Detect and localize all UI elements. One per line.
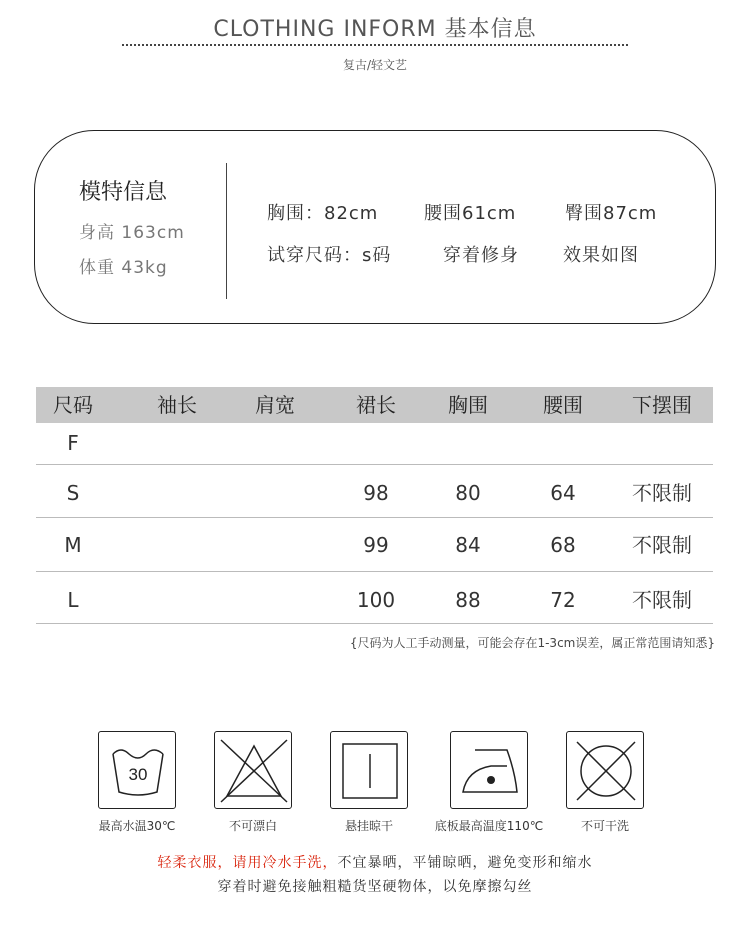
waist-cell: 64 (550, 481, 576, 505)
chest-cell: 80 (455, 481, 481, 505)
length-cell: 98 (363, 481, 389, 505)
header-cell: 肩宽 (255, 393, 295, 417)
length-cell: 100 (356, 588, 396, 612)
model-chest: 胸围：82cm (267, 203, 379, 224)
model-title: 模特信息 (79, 180, 168, 205)
table-row (36, 465, 713, 518)
size-cell: S (66, 481, 80, 505)
size-cell: M (64, 533, 82, 557)
chest-cell: 84 (455, 533, 481, 557)
no-dry-clean-icon (566, 731, 644, 809)
header-cell: 裙长 (356, 393, 396, 417)
iron-110-icon (450, 731, 528, 809)
model-effect: 效果如图 (563, 245, 639, 266)
waist-cell: 72 (550, 588, 576, 612)
care-warning: 轻柔衣服，请用冷水手洗， (157, 855, 338, 871)
model-waist: 腰围61cm (424, 203, 517, 224)
header-cell: 下摆围 (632, 393, 692, 417)
model-height: 身高 163cm (79, 223, 185, 243)
hem-cell: 不限制 (632, 481, 692, 505)
size-table (36, 387, 713, 624)
page-title: CLOTHING INFORM 基本信息 (213, 17, 537, 42)
model-info-card (34, 130, 716, 324)
care-instructions: 不宜暴晒，平铺晾晒，避免变形和缩水 (337, 855, 593, 871)
care-label: 不可干洗 (580, 819, 629, 833)
wash-temp: 30 (128, 765, 148, 784)
model-hip: 臀围87cm (565, 203, 658, 224)
header-cell: 腰围 (543, 393, 583, 417)
size-cell: L (67, 588, 79, 612)
chest-cell: 88 (455, 588, 481, 612)
model-weight: 体重 43kg (79, 258, 168, 278)
wash-30-icon (98, 731, 176, 809)
table-row (36, 423, 713, 465)
length-cell: 99 (363, 533, 389, 557)
model-size: 试穿尺码：s码 (267, 245, 392, 266)
table-header (36, 387, 713, 423)
style-subtitle: 复古/轻文艺 (342, 58, 408, 72)
care-instructions-line1 (0, 852, 750, 872)
measurement-note: {尺码为人工手动测量，可能会存在1-3cm误差，属正常范围请知悉} (349, 636, 715, 650)
header-cell: 袖长 (157, 393, 197, 417)
table-row (36, 518, 713, 572)
hem-cell: 不限制 (632, 533, 692, 557)
care-label: 不可漂白 (228, 819, 277, 833)
header-cell: 尺码 (53, 393, 93, 417)
no-bleach-icon (214, 731, 292, 809)
care-label: 最高水温30℃ (98, 819, 176, 833)
care-label: 底板最高温度110℃ (434, 819, 544, 833)
model-divider (226, 163, 227, 299)
size-cell: F (67, 431, 79, 455)
hem-cell: 不限制 (632, 588, 692, 612)
care-label: 悬挂晾干 (344, 819, 393, 833)
line-dry-icon (330, 731, 408, 809)
waist-cell: 68 (550, 533, 576, 557)
table-row (36, 572, 713, 624)
title-divider (122, 44, 628, 46)
model-basic (79, 175, 229, 278)
header-cell: 胸围 (448, 393, 488, 417)
care-instructions-line2: 穿着时避免接触粗糙货坚硬物体，以免摩擦勾丝 (217, 879, 533, 895)
model-fit: 穿着修身 (443, 245, 519, 266)
